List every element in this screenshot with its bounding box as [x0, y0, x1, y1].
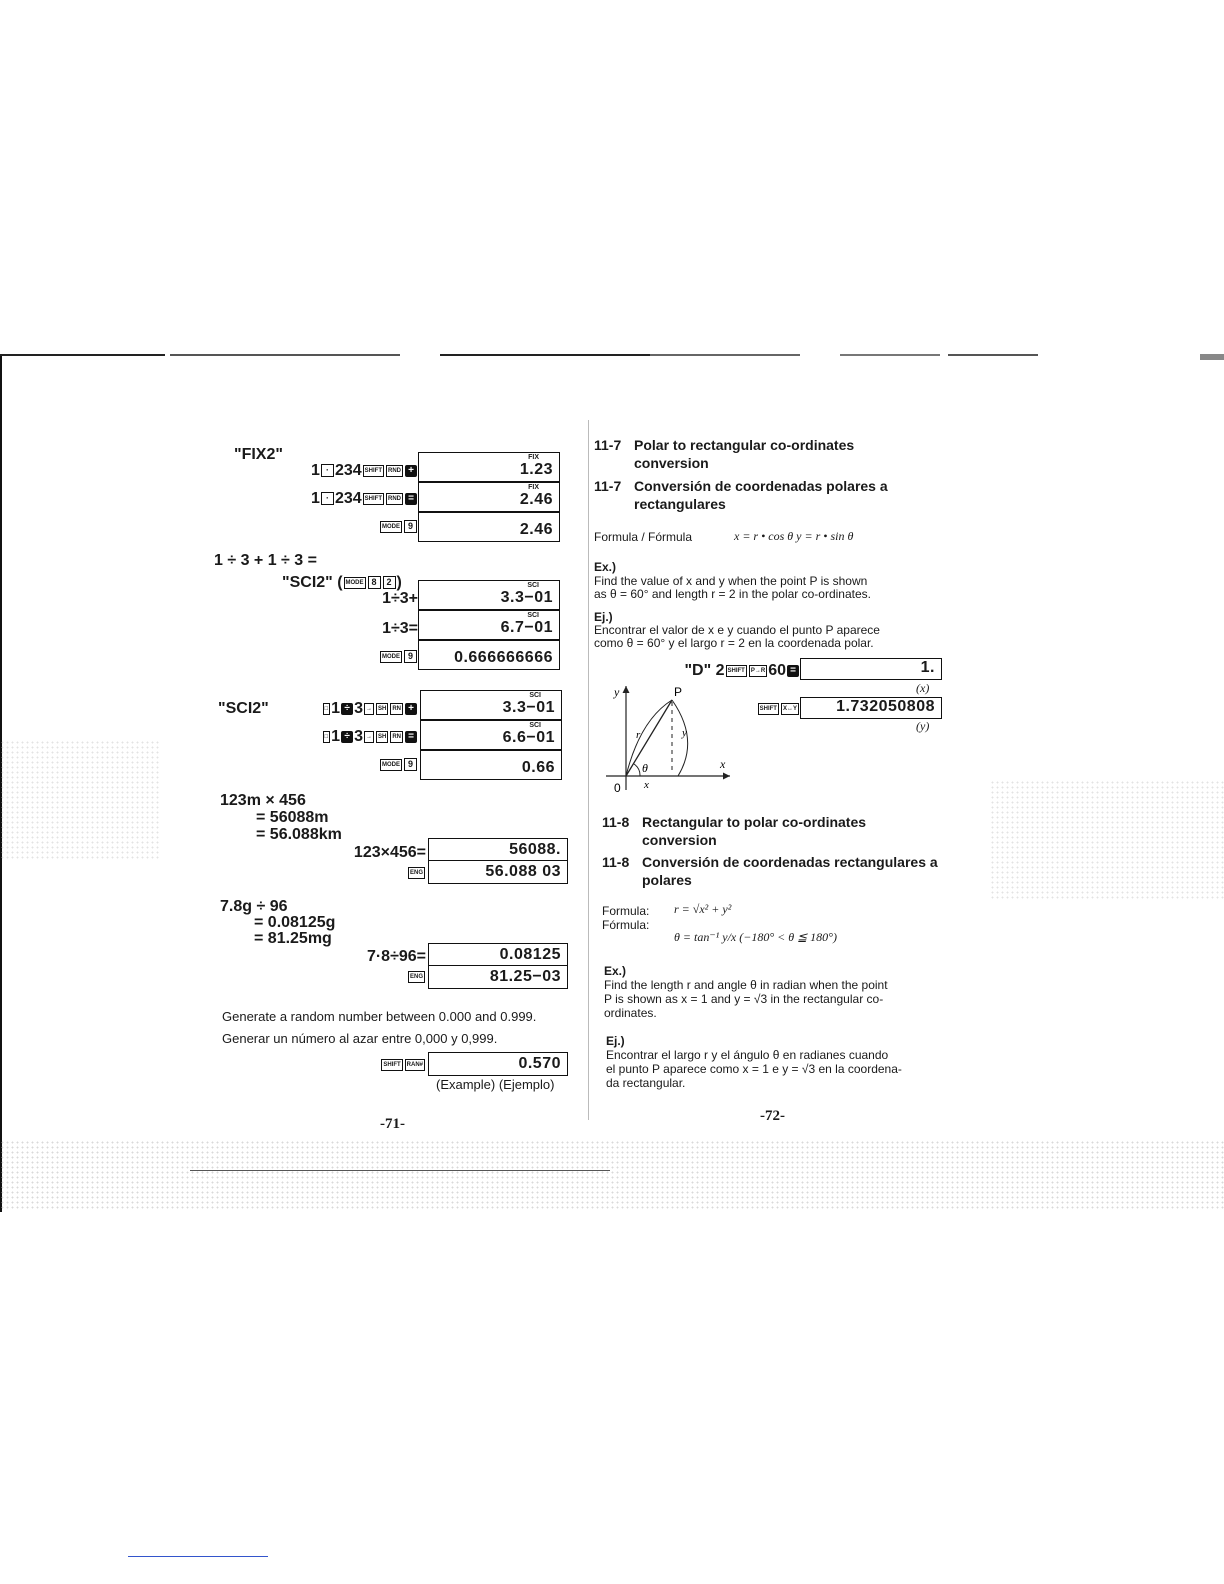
scan-noise: [0, 740, 160, 860]
scan-noise: [0, 1140, 1224, 1210]
eng1-eng-key: ENG: [380, 864, 426, 882]
ej-text-3: da rectangular.: [606, 1076, 686, 1090]
formula-theta: θ = tan⁻¹ y/x (−180° < θ ≦ 180°): [674, 930, 837, 944]
display: 81.25−03: [428, 965, 568, 989]
section-title-es: Conversión de coordenadas polares a rectangulares: [634, 478, 888, 512]
display: 0.666666666: [418, 640, 560, 670]
display: 56.088 03: [428, 860, 568, 884]
sci2b-keys-row1: □ 1 ÷ 3 → SH RN +: [282, 700, 418, 718]
scan-noise: [990, 780, 1224, 900]
point-label-p: P: [674, 685, 683, 699]
display: 0.66: [420, 750, 562, 780]
eng1-line3: = 56.088km: [256, 826, 342, 843]
ej-text-1: Encontrar el valor de x e y cuando el punto P aparece: [594, 623, 880, 637]
scan-top-border: [0, 354, 1224, 357]
polar-keys: "D" 2 SHIFT P→R 60 =: [650, 662, 800, 680]
page-number: -71-: [380, 1116, 405, 1132]
sci2-mode-label: "SCI2" ( MODE 8 2 ): [282, 574, 402, 591]
random-text-es: Generar un número al azar entre 0,000 y 0,999.: [222, 1031, 498, 1046]
label-x: (x): [916, 681, 930, 695]
sci2-keys-row1: 1÷3+: [382, 590, 418, 607]
sci2b-keys-row2: □ 1 ÷ 3 → SH RN =: [282, 728, 418, 746]
sci2b-keys-row3: MODE 9: [330, 756, 418, 774]
xy-keys: SHIFT X↔Y: [752, 700, 800, 718]
page-divider: [588, 420, 589, 1120]
fix2-keys-row1: 1 · 234 SHIFT RND +: [290, 462, 418, 480]
theta-label: θ: [642, 761, 648, 775]
origin-label: 0: [614, 781, 621, 795]
ex-text-1: Find the length r and angle θ in radian when the point: [604, 978, 888, 992]
page-edge: [190, 1170, 610, 1171]
sci2-keys-row3: MODE 9: [330, 648, 418, 666]
eng2-line2: = 0.08125g: [254, 914, 336, 931]
display: 56088.: [428, 838, 568, 862]
formula-r: r = √x² + y²: [674, 902, 732, 916]
sci2b-mode-label: "SCI2": [218, 700, 269, 717]
section-title-en: Polar to rectangular co-ordinates conversion: [634, 437, 855, 471]
fix2-keys-row2: 1 · 234 SHIFT RND =: [290, 490, 418, 508]
ex-text-3: ordinates.: [604, 1006, 657, 1020]
theta-arc: [634, 764, 640, 776]
display: 0.08125: [428, 943, 568, 967]
ej-text-2: como θ = 60° y el largo r = 2 en la coordenada polar.: [594, 636, 874, 650]
display: 0.570: [428, 1052, 568, 1076]
eng1-keys: 123×456=: [353, 844, 426, 861]
eng2-keys: 7·8÷96=: [366, 948, 426, 965]
display: SCI 6.6−01: [420, 720, 562, 750]
eng2-line3: = 81.25mg: [254, 930, 332, 947]
section-title-en: Rectangular to polar co-ordinates conversion: [642, 814, 867, 848]
section-title-es: Conversión de coordenadas rectangulares a polares: [642, 854, 938, 888]
eng1-line1: 123m × 456: [220, 792, 306, 809]
axis-label-x: x: [720, 757, 726, 771]
fix2-keys-row3: MODE 9: [330, 518, 418, 536]
scan-blue-line: [128, 1556, 268, 1557]
display: 2.46: [418, 512, 560, 542]
y-value-label: y: [682, 727, 687, 739]
random-keys: SHIFT RAN#: [370, 1056, 426, 1074]
ej-label: Ej.): [594, 610, 613, 624]
page-number: -72-: [760, 1108, 785, 1124]
display: SCI 3.3−01: [418, 580, 560, 610]
radius-label: r: [636, 729, 641, 741]
random-text-en: Generate a random number between 0.000 and 0.999.: [222, 1009, 537, 1024]
eng2-line1: 7.8g ÷ 96: [220, 898, 288, 915]
display: FIX 2.46: [418, 482, 560, 512]
sci2-keys-row2: 1÷3=: [382, 620, 418, 637]
section-heading-en: 11-8: [602, 814, 630, 830]
radius-line: [626, 700, 672, 776]
polar-diagram: [600, 680, 750, 795]
formula-label: Formula / Fórmula: [594, 530, 693, 544]
fix2-mode-label: "FIX2": [234, 446, 283, 463]
section-heading-es: 11-8: [602, 854, 630, 870]
ex-text-2: as θ = 60° and length r = 2 in the polar co-ordinates.: [594, 587, 871, 601]
display: SCI 6.7−01: [418, 610, 560, 640]
display: 1.: [800, 658, 942, 680]
formula-label-es: Fórmula:: [602, 918, 650, 932]
sci2-expression: 1 ÷ 3 + 1 ÷ 3 =: [214, 552, 317, 569]
ex-label: Ex.): [594, 560, 617, 574]
ex-text-2: P is shown as x = 1 and y = √3 in the rectangular co-: [604, 992, 884, 1006]
ej-text-2: el punto P aparece como x = 1 e y = √3 en la coordena-: [606, 1062, 902, 1076]
eng2-eng-key: ENG: [380, 968, 426, 986]
ex-text-1: Find the value of x and y when the point P is shown: [594, 574, 868, 588]
random-caption: (Example) (Ejemplo): [436, 1077, 555, 1092]
ej-label: Ej.): [606, 1034, 625, 1048]
x-value-label: x: [644, 779, 649, 791]
display: SCI 3.3−01: [420, 690, 562, 720]
ej-text-1: Encontrar el largo r y el ángulo θ en radianes cuando: [606, 1048, 889, 1062]
section-heading-en: 11-7: [594, 437, 622, 453]
formula-label-en: Formula:: [602, 904, 650, 918]
formula: x = r • cos θ y = r • sin θ: [734, 529, 854, 543]
eng1-line2: = 56088m: [256, 809, 329, 826]
label-y: (y): [916, 719, 930, 733]
display: FIX 1.23: [418, 452, 560, 482]
section-heading-es: 11-7: [594, 478, 622, 494]
display: 1.732050808: [800, 697, 942, 719]
ex-label: Ex.): [604, 964, 627, 978]
axis-label-y: y: [614, 685, 620, 699]
